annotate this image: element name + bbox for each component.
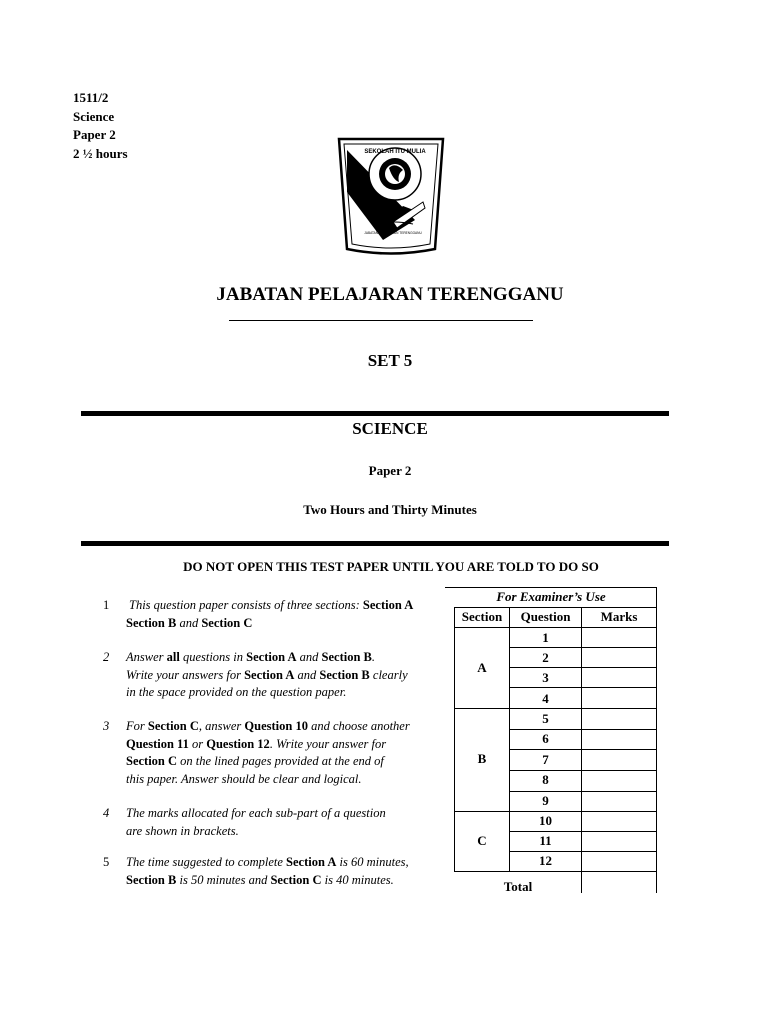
question-3: 3 — [542, 670, 549, 685]
header-marks: Marks — [600, 609, 638, 624]
instruction-3: 3 For Section C, answer Question 10 and choose another Question 11 or Question 12. Write your answer for Section C on the lined pages provided at the end of this paper. Answer should be clear and logical. — [103, 719, 410, 786]
total-label: Total — [503, 879, 533, 894]
paper-title: Paper 2 — [368, 463, 412, 478]
school-crest-logo — [333, 136, 449, 256]
instruction-5: 5 The time suggested to complete Section A is 60 minutes, Section B is 50 minutes and Section C is 40 minutes. — [103, 855, 409, 887]
warning-notice: DO NOT OPEN THIS TEST PAPER UNTIL YOU ARE TOLD TO DO SO — [183, 559, 599, 574]
marks-cell-5[interactable] — [582, 709, 656, 729]
marks-cell-6[interactable] — [582, 730, 656, 749]
section-b: B — [477, 751, 487, 766]
crest-bottom-text: JABATAN PENDIDIKAN TERENGGANU — [364, 231, 422, 235]
paper-subject: Science — [73, 108, 115, 124]
section-a: A — [477, 660, 487, 675]
marks-cell-3[interactable] — [582, 668, 656, 687]
marks-cell-11[interactable] — [582, 832, 656, 851]
paper-code-block — [73, 89, 128, 163]
question-2: 2 — [542, 650, 549, 665]
marks-cell-10[interactable] — [582, 812, 656, 831]
question-9: 9 — [542, 793, 549, 808]
question-11: 11 — [539, 833, 552, 848]
marks-cell-1[interactable] — [582, 628, 656, 647]
paper-number: Paper 2 — [73, 127, 116, 142]
instruction-2: 2 Answer all questions in Section A and Section B. Write your answers for Section A and Section B clearly in the space provided on the question paper. — [103, 650, 408, 699]
question-4: 4 — [542, 691, 549, 706]
question-7: 7 — [542, 752, 549, 767]
set-title: SET 5 — [367, 351, 413, 370]
subject-title: SCIENCE — [352, 419, 428, 438]
instruction-1: 1 This question paper consists of three sections: Section A Section B and Section C — [103, 598, 414, 630]
marks-cell-2[interactable] — [582, 648, 656, 667]
marks-cell-4[interactable] — [582, 688, 656, 708]
header-question: Question — [520, 609, 571, 624]
instruction-number: 3 — [103, 719, 110, 733]
crest-top-text: SEKOLAH ITU MULIA — [364, 149, 426, 155]
title-divider — [229, 320, 533, 321]
department-title: JABATAN PELAJARAN TERENGGANU — [216, 284, 564, 305]
duration-title: Two Hours and Thirty Minutes — [303, 502, 477, 517]
marks-cell-9[interactable] — [582, 792, 656, 811]
instruction-4: 4 The marks allocated for each sub-part of a question are shown in brackets. — [103, 806, 386, 838]
marks-cell-total[interactable] — [582, 872, 656, 893]
examiner-table — [445, 587, 657, 893]
question-12: 12 — [539, 853, 552, 868]
instruction-number: 2 — [103, 650, 110, 664]
marks-cell-7[interactable] — [582, 750, 656, 770]
question-8: 8 — [542, 772, 549, 787]
paper-code: 1511/2 — [73, 90, 109, 105]
instruction-number: 1 — [103, 598, 110, 612]
marks-cell-8[interactable] — [582, 771, 656, 791]
marks-cell-12[interactable] — [582, 852, 656, 871]
top-thick-divider — [81, 411, 669, 416]
question-6: 6 — [542, 731, 549, 746]
crest-icon — [333, 136, 449, 256]
examiner-table-title: For Examiner’s Use — [496, 589, 606, 604]
bottom-thick-divider — [81, 541, 669, 546]
question-1: 1 — [542, 630, 549, 645]
header-section: Section — [461, 609, 503, 624]
section-c: C — [477, 833, 487, 848]
instruction-number: 4 — [103, 806, 110, 820]
paper-duration: 2 ½ hours — [73, 145, 128, 161]
instruction-number: 5 — [103, 855, 110, 869]
question-5: 5 — [542, 711, 549, 726]
question-10: 10 — [539, 813, 552, 828]
